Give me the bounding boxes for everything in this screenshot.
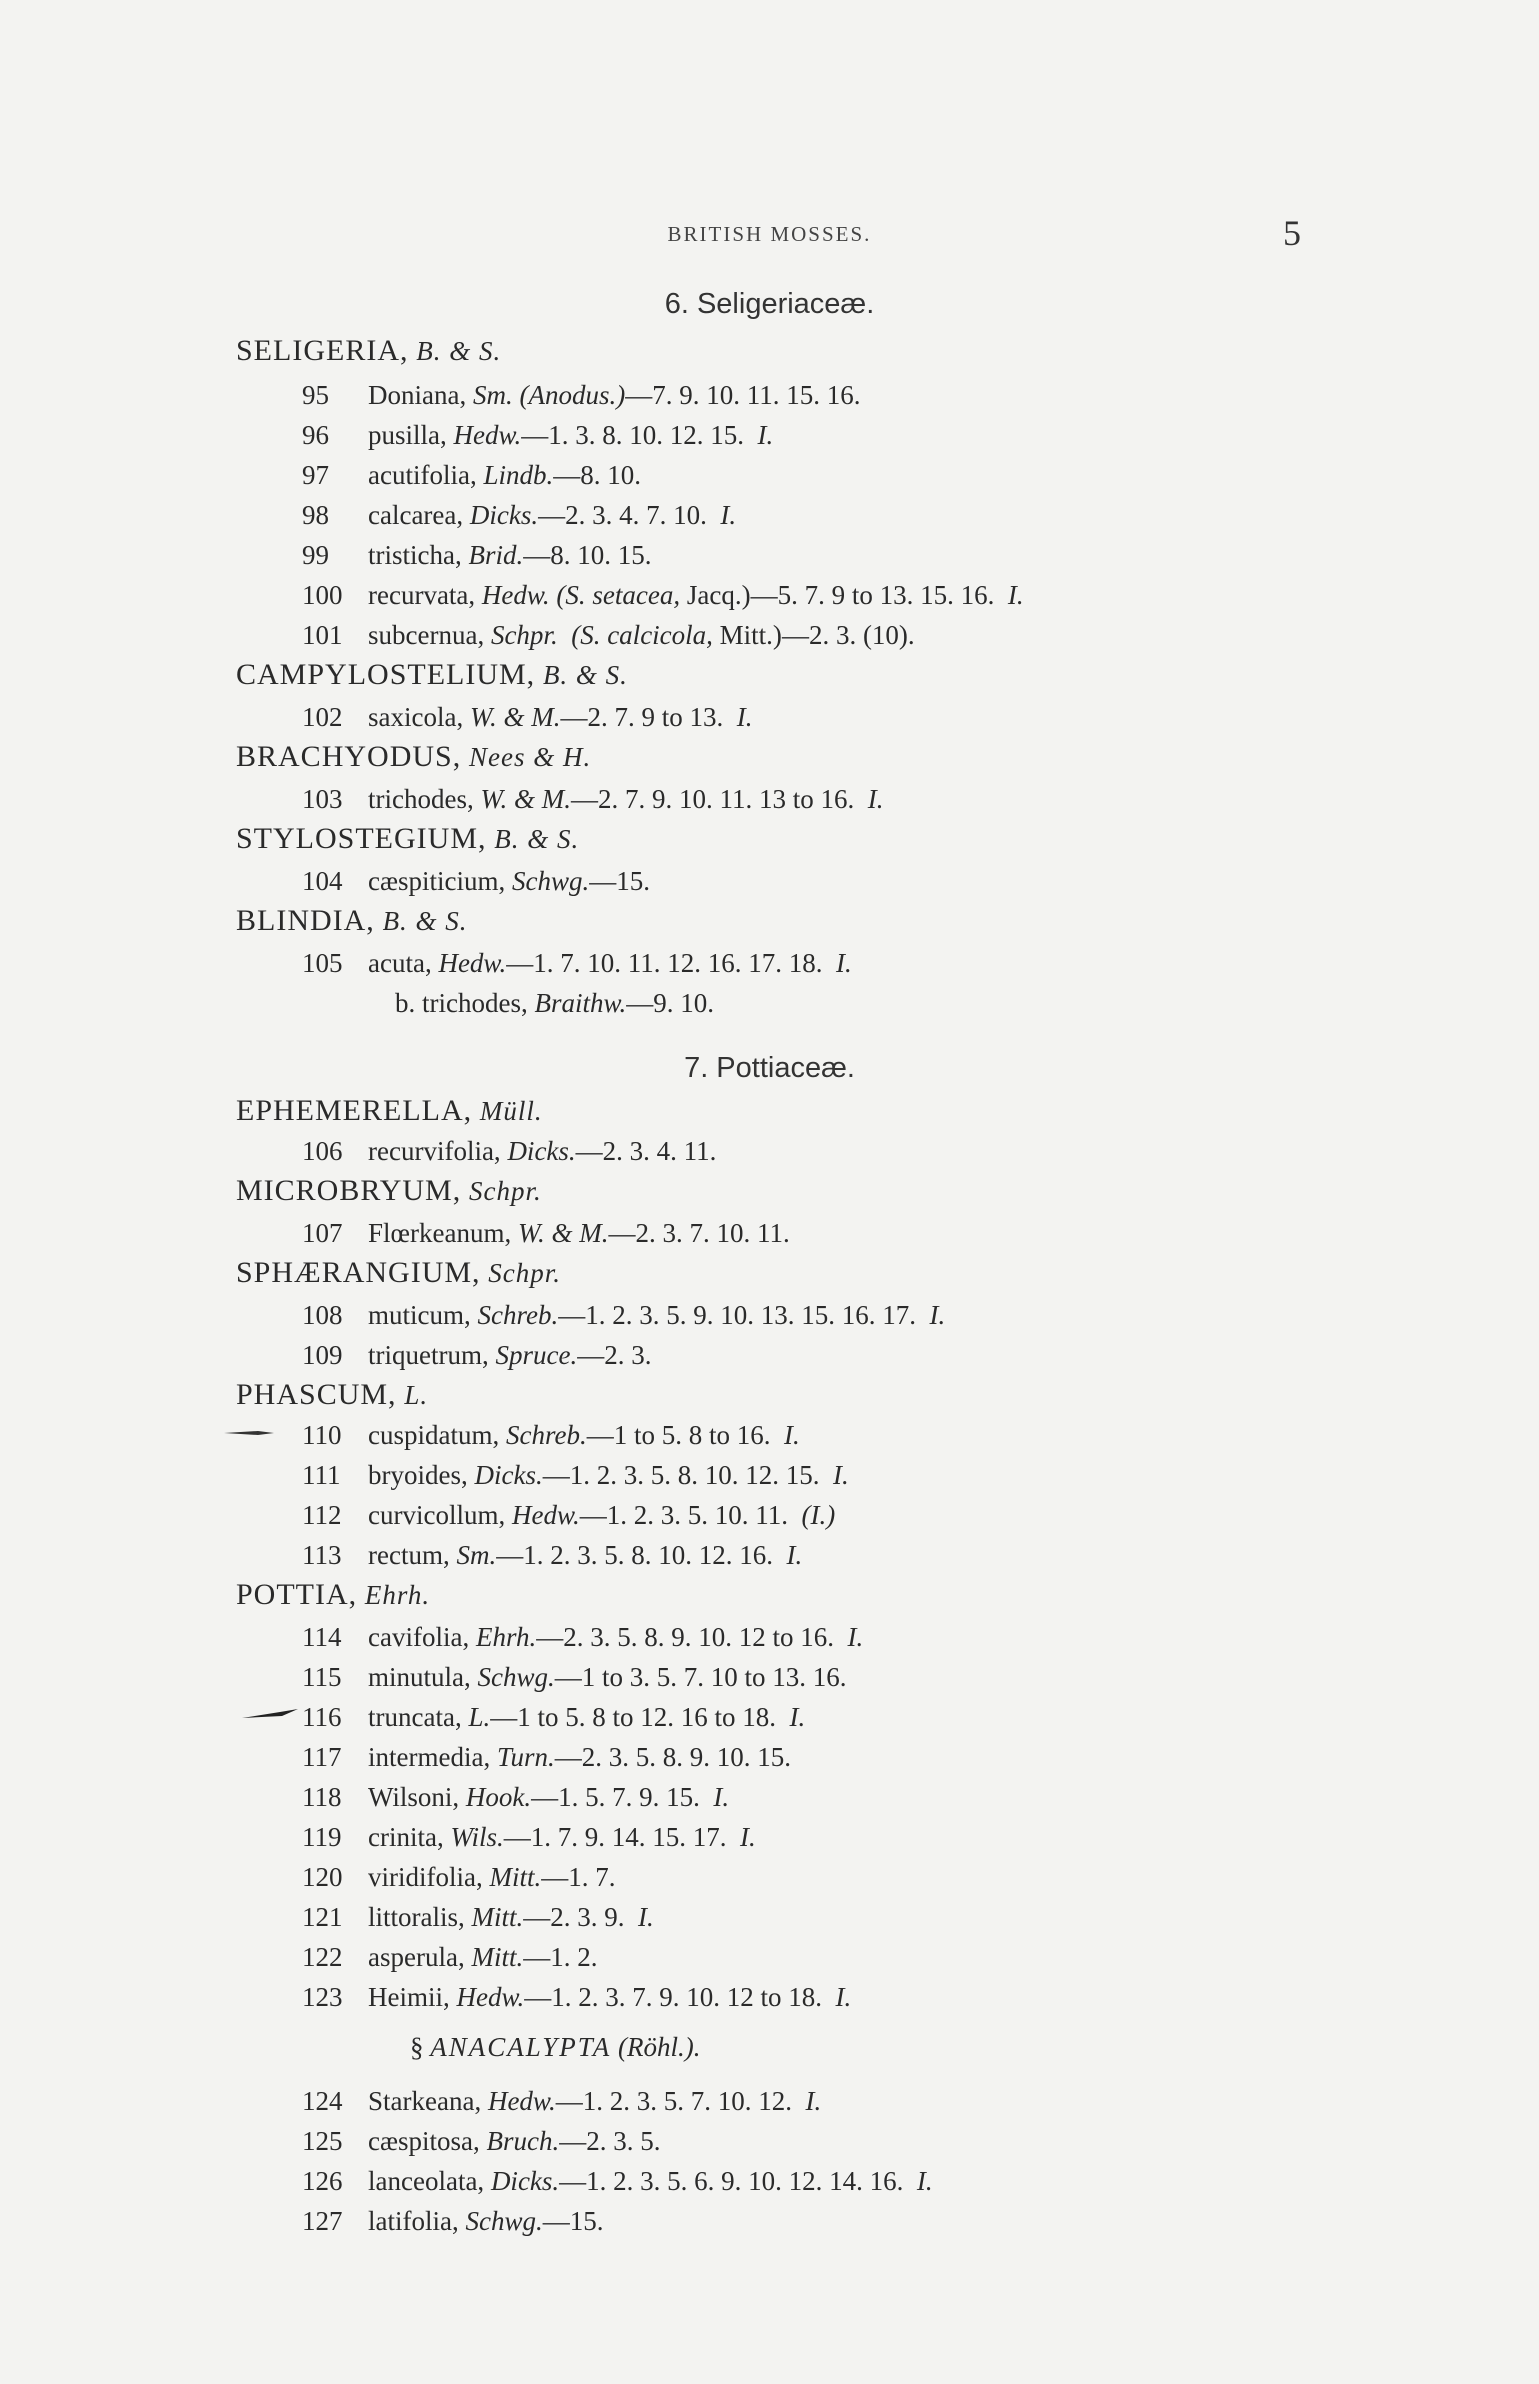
genus-authority: Müll. (479, 1096, 543, 1126)
genus-name: MICROBRYUM, (236, 1174, 462, 1207)
entry-number: 124 (302, 2086, 343, 2116)
species-name: acuta, (368, 948, 432, 978)
species-name: crinita, (368, 1822, 444, 1852)
distribution: —1. 2. (523, 1942, 598, 1972)
species-name: littoralis, (368, 1902, 465, 1932)
species-name: minutula, (368, 1662, 471, 1692)
distribution: —1. 2. 3. 5. 7. 10. 12. (555, 2086, 792, 2116)
genus-line (236, 658, 628, 692)
entry-number: 96 (302, 420, 329, 450)
entry-number: 95 (302, 380, 329, 410)
distribution: —2. 3. 4. 11. (575, 1136, 717, 1166)
species-name: trichodes, (368, 784, 474, 814)
genus-authority: L. (404, 1380, 429, 1410)
genus-line (236, 1378, 428, 1412)
genus-name: POTTIA, (236, 1578, 358, 1611)
margin-arrow-mark (240, 1706, 300, 1722)
species-name: Wilsoni, (368, 1782, 460, 1812)
entry-number: 106 (302, 1136, 343, 1166)
genus-name: CAMPYLOSTELIUM, (236, 658, 536, 691)
species-name: recurvifolia, (368, 1136, 501, 1166)
variety-label: b. (395, 988, 416, 1018)
distribution: —2. 3. 5. 8. 9. 10. 15. (554, 1742, 791, 1772)
entry-number: 102 (302, 702, 343, 732)
distribution: —2. 3. 4. 7. 10. (538, 500, 707, 530)
distribution: —2. 3. (577, 1340, 652, 1370)
distribution: —2. 3. 5. 8. 9. 10. 12 to 16. (536, 1622, 834, 1652)
distribution: —2. 3. 7. 10. 11. (608, 1218, 790, 1248)
species-name: cæspiticium, (368, 866, 506, 896)
species-entry (302, 578, 1024, 612)
entry-number: 116 (302, 1702, 342, 1732)
distribution: —2. 7. 9 to 13. (560, 702, 724, 732)
synonym-authority: Jacq.) (686, 580, 751, 610)
species-entry (302, 2124, 660, 2158)
synonym: (Anodus.) (519, 380, 626, 410)
ireland-mark: (I.) (801, 1500, 836, 1530)
genus-name: STYLOSTEGIUM, (236, 822, 487, 855)
distribution: —1. 7. 9. 14. 15. 17. (503, 1822, 727, 1852)
ireland-mark: I. (847, 1622, 864, 1652)
species-authority: Turn. (496, 1742, 555, 1772)
ireland-mark: I. (786, 1540, 803, 1570)
species-name: bryoides, (368, 1460, 468, 1490)
distribution: —15. (542, 2206, 604, 2236)
species-entry (302, 1900, 654, 1934)
species-name: cæspitosa, (368, 2126, 480, 2156)
entry-number: 119 (302, 1822, 342, 1852)
species-name: asperula, (368, 1942, 465, 1972)
species-entry (302, 1538, 802, 1572)
distribution: —1 to 5. 8 to 12. 16 to 18. (490, 1702, 776, 1732)
ireland-mark: I. (929, 1300, 946, 1330)
species-authority: Hedw. (511, 1500, 580, 1530)
distribution: —1. 2. 3. 7. 9. 10. 12 to 18. (524, 1982, 823, 2012)
species-authority: Bruch. (486, 2126, 560, 2156)
entry-number: 121 (302, 1902, 343, 1932)
subgenus-heading (410, 2030, 700, 2064)
species-authority: Schwg. (477, 1662, 555, 1692)
species-entry (302, 864, 650, 898)
species-authority: Hedw. (456, 1982, 525, 2012)
page-number: 5 (1283, 213, 1301, 253)
species-name: tristicha, (368, 540, 462, 570)
species-entry (302, 1298, 945, 1332)
species-authority: W. & M. (480, 784, 571, 814)
genus-name: SELIGERIA, (236, 334, 409, 367)
species-entry (302, 1660, 847, 1694)
species-authority: Hedw. (438, 948, 507, 978)
distribution: —2. 3. (10). (781, 620, 915, 650)
species-name: curvicollum, (368, 1500, 506, 1530)
species-entry (302, 1740, 791, 1774)
genus-authority: B. & S. (542, 660, 628, 690)
species-name: rectum, (368, 1540, 450, 1570)
entry-number: 113 (302, 1540, 342, 1570)
entry-number: 104 (302, 866, 343, 896)
entry-number: 117 (302, 1742, 342, 1772)
entry-number: 110 (302, 1420, 342, 1450)
species-entry (302, 498, 736, 532)
species-name: viridifolia, (368, 1862, 483, 1892)
species-authority: Wils. (450, 1822, 504, 1852)
species-authority: Hook. (465, 1782, 532, 1812)
distribution: —1. 7. (541, 1862, 616, 1892)
ireland-mark: I. (835, 1982, 852, 2012)
synonym-epithet: calcicola, (607, 620, 713, 650)
entry-number: 108 (302, 1300, 343, 1330)
ireland-mark: I. (739, 1822, 756, 1852)
ireland-mark: I. (757, 420, 774, 450)
distribution: —1. 7. 10. 11. 12. 16. 17. 18. (506, 948, 823, 978)
distribution: —2. 3. 5. (559, 2126, 661, 2156)
entry-number: 98 (302, 500, 329, 530)
distribution: —1. 2. 3. 5. 8. 10. 12. 16. (496, 1540, 773, 1570)
genus-line (236, 1578, 430, 1612)
genus-authority: B. & S. (382, 906, 468, 936)
species-name: Starkeana, (368, 2086, 482, 2116)
species-entry (302, 1700, 805, 1734)
species-authority: Dicks. (490, 2166, 560, 2196)
species-entry (302, 1860, 615, 1894)
species-entry (302, 1418, 800, 1452)
ireland-mark: I. (638, 1902, 654, 1932)
distribution: —1. 3. 8. 10. 12. 15. (521, 420, 744, 450)
genus-name: BLINDIA, (236, 904, 375, 937)
entry-number: 97 (302, 460, 329, 490)
family-heading: 6. Seligeriaceæ. (664, 288, 875, 320)
species-name: saxicola, (368, 702, 464, 732)
distribution: —2. 7. 9. 10. 11. 13 to 16. (571, 784, 855, 814)
subgenus-authority: (Röhl.). (618, 2032, 701, 2062)
species-entry (302, 1338, 651, 1372)
species-authority: Dicks. (469, 500, 539, 530)
genus-line (236, 1174, 542, 1208)
genus-line (236, 334, 501, 368)
genus-line (236, 822, 579, 856)
species-entry (302, 418, 773, 452)
species-name: pusilla, (368, 420, 447, 450)
entry-number: 120 (302, 1862, 343, 1892)
species-name: calcarea, (368, 500, 464, 530)
species-authority: Schreb. (505, 1420, 587, 1450)
species-entry (302, 1134, 716, 1168)
distribution: —2. 3. 9. (523, 1902, 625, 1932)
species-authority: Dicks. (474, 1460, 543, 1490)
species-name: recurvata, (368, 580, 476, 610)
entry-number: 100 (302, 580, 343, 610)
variety-entry (395, 986, 714, 1020)
species-name: truncata, (368, 1702, 462, 1732)
distribution: —8. 10. 15. (523, 540, 652, 570)
species-authority: Schwg. (512, 866, 590, 896)
genus-name: BRACHYODUS, (236, 740, 462, 773)
ireland-mark: I. (783, 1420, 800, 1450)
distribution: —1. 2. 3. 5. 8. 10. 12. 15. (542, 1460, 820, 1490)
species-authority: Ehrh. (475, 1622, 537, 1652)
genus-authority: B. & S. (416, 336, 502, 366)
species-authority: Hedw. (453, 420, 522, 450)
species-name: intermedia, (368, 1742, 491, 1772)
species-name: lanceolata, (368, 2166, 485, 2196)
species-entry (302, 538, 652, 572)
ireland-mark: I. (1007, 580, 1024, 610)
genus-line (236, 740, 591, 774)
entry-number: 126 (302, 2166, 343, 2196)
species-entry (302, 1940, 597, 1974)
species-entry (302, 2204, 603, 2238)
entry-number: 103 (302, 784, 343, 814)
entry-number: 112 (302, 1500, 342, 1530)
entry-number: 99 (302, 540, 329, 570)
entry-number: 101 (302, 620, 343, 650)
species-authority: Schreb. (477, 1300, 559, 1330)
species-entry (302, 378, 860, 412)
species-authority: Schpr. (490, 620, 558, 650)
distribution: —1 to 5. 8 to 16. (586, 1420, 771, 1450)
species-authority: Brid. (468, 540, 524, 570)
margin-arrow-mark (222, 1426, 276, 1440)
species-entry (302, 946, 852, 980)
species-name: cuspidatum, (368, 1420, 500, 1450)
distribution: —1. 5. 7. 9. 15. (531, 1782, 700, 1812)
synonym-genus: (S. (556, 580, 586, 610)
distribution: —1. 2. 3. 5. 10. 11. (579, 1500, 788, 1530)
entry-number: 105 (302, 948, 343, 978)
species-name: triquetrum, (368, 1340, 489, 1370)
species-entry (302, 782, 884, 816)
species-name: Heimii, (368, 1982, 450, 2012)
species-entry (302, 1458, 849, 1492)
variety-name: trichodes, (422, 988, 528, 1018)
genus-authority: Nees & H. (468, 742, 592, 772)
species-authority: Spruce. (495, 1340, 578, 1370)
subgenus-name: ANACALYPTA (430, 2032, 612, 2062)
variety-authority: Braithw. (534, 988, 627, 1018)
entry-number: 107 (302, 1218, 343, 1248)
synonym-genus: (S. (571, 620, 601, 650)
genus-authority: B. & S. (494, 824, 580, 854)
genus-authority: Ehrh. (364, 1580, 431, 1610)
genus-authority: Schpr. (468, 1176, 542, 1206)
species-entry (302, 1216, 790, 1250)
entry-number: 125 (302, 2126, 343, 2156)
species-entry (302, 1620, 863, 1654)
entry-number: 127 (302, 2206, 343, 2236)
species-name: latifolia, (368, 2206, 459, 2236)
species-entry (302, 458, 641, 492)
ireland-mark: I. (916, 2166, 933, 2196)
ireland-mark: I. (835, 948, 852, 978)
species-authority: Sm. (472, 380, 513, 410)
entry-number: 118 (302, 1782, 342, 1812)
species-authority: Schwg. (465, 2206, 543, 2236)
species-authority: W. & M. (517, 1218, 609, 1248)
species-entry (302, 618, 915, 652)
species-authority: Dicks. (507, 1136, 576, 1166)
species-name: muticum, (368, 1300, 471, 1330)
distribution: —15. (589, 866, 650, 896)
distribution: —1. 2. 3. 5. 6. 9. 10. 12. 14. 16. (559, 2166, 904, 2196)
ireland-mark: I. (805, 2086, 822, 2116)
synonym-authority: Mitt.) (719, 620, 782, 650)
genus-name: EPHEMERELLA, (236, 1094, 473, 1127)
species-authority: W. & M. (469, 702, 561, 732)
entry-number: 123 (302, 1982, 343, 2012)
species-authority: L. (468, 1702, 491, 1732)
species-name: subcernua, (368, 620, 485, 650)
species-authority: Mitt. (471, 1902, 524, 1932)
ireland-mark: I. (720, 500, 737, 530)
family-heading: 7. Pottiaceæ. (684, 1052, 855, 1084)
species-entry (302, 1780, 729, 1814)
genus-name: PHASCUM, (236, 1378, 397, 1411)
genus-line (236, 1094, 543, 1128)
genus-authority: Schpr. (488, 1258, 562, 1288)
species-entry (302, 2084, 821, 2118)
species-name: Doniana, (368, 380, 467, 410)
species-entry (302, 2164, 933, 2198)
ireland-mark: I. (832, 1460, 849, 1490)
species-entry (302, 1980, 851, 2014)
species-authority: Hedw. (481, 580, 550, 610)
species-entry (302, 700, 753, 734)
ireland-mark: I. (736, 702, 753, 732)
distribution: —7. 9. 10. 11. 15. 16. (625, 380, 861, 410)
entry-number: 115 (302, 1662, 342, 1692)
entry-number: 122 (302, 1942, 343, 1972)
species-name: acutifolia, (368, 460, 477, 490)
running-head: BRITISH MOSSES. (667, 222, 872, 246)
distribution: —8. 10. (553, 460, 641, 490)
entry-number: 111 (302, 1460, 341, 1490)
section-mark: § (410, 2032, 424, 2062)
genus-name: SPHÆRANGIUM, (236, 1256, 481, 1289)
entry-number: 114 (302, 1622, 342, 1652)
ireland-mark: I. (789, 1702, 806, 1732)
species-authority: Hedw. (487, 2086, 556, 2116)
genus-line (236, 904, 468, 938)
entry-number: 109 (302, 1340, 343, 1370)
distribution: —5. 7. 9 to 13. 15. 16. (750, 580, 995, 610)
synonym-epithet: setacea, (592, 580, 681, 610)
genus-line (236, 1256, 561, 1290)
distribution: —9. 10. (626, 988, 714, 1018)
species-name: Flœrkeanum, (368, 1218, 512, 1248)
distribution: —1 to 3. 5. 7. 10 to 13. 16. (554, 1662, 847, 1692)
species-authority: Mitt. (489, 1862, 542, 1892)
species-name: cavifolia, (368, 1622, 470, 1652)
species-entry (302, 1498, 835, 1532)
ireland-mark: I. (867, 784, 884, 814)
distribution: —1. 2. 3. 5. 9. 10. 13. 15. 16. 17. (558, 1300, 916, 1330)
species-authority: Sm. (456, 1540, 497, 1570)
ireland-mark: I. (713, 1782, 730, 1812)
species-authority: Mitt. (471, 1942, 524, 1972)
species-authority: Lindb. (483, 460, 554, 490)
species-entry (302, 1820, 756, 1854)
